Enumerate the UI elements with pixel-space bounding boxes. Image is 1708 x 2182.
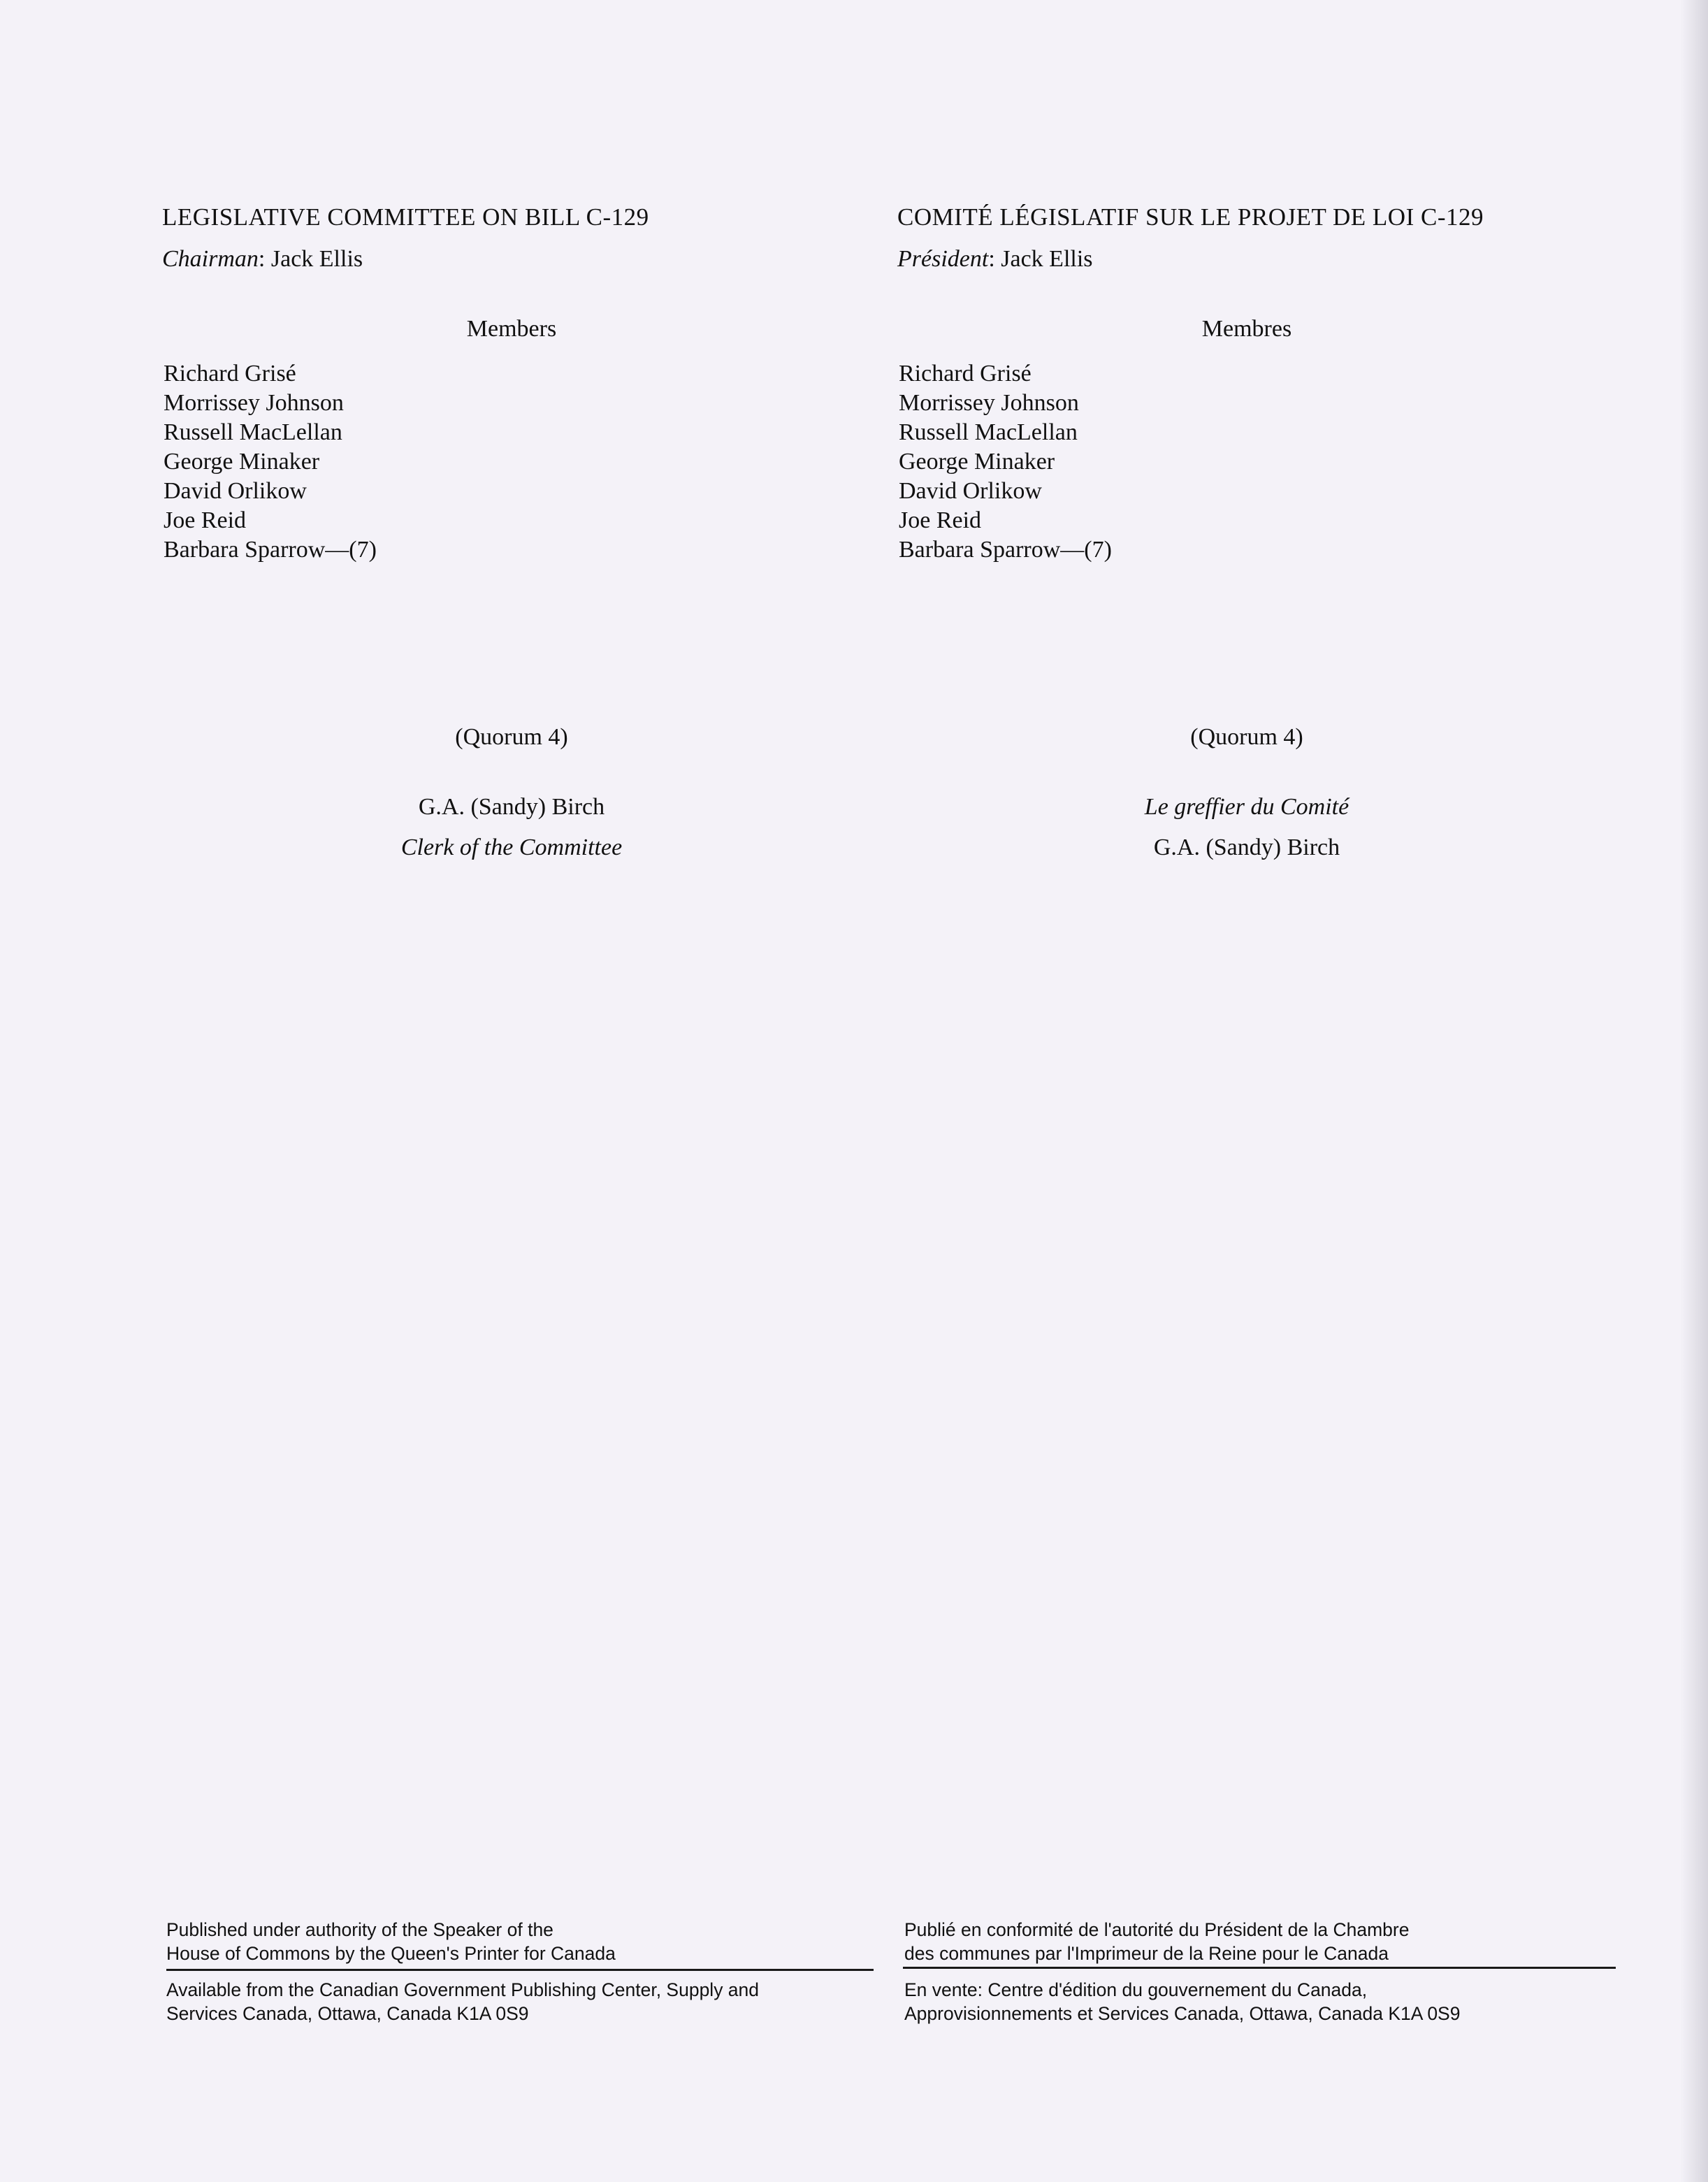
clerk-title-english: Clerk of the Committee — [400, 834, 623, 860]
clerk-block-french — [897, 717, 1596, 868]
members-heading-french: Membres — [1201, 316, 1292, 342]
members-list-english — [164, 359, 889, 565]
publication-line: des communes par l'Imprimeur de la Reine pour le Canada — [904, 1943, 1389, 1964]
availability-notice-french — [904, 1978, 1603, 2025]
quorum-english: (Quorum 4) — [455, 724, 568, 750]
availability-line: Services Canada, Ottawa, Canada K1A 0S9 — [166, 2003, 529, 2024]
member-item: David Orlikow — [899, 478, 1042, 504]
availability-line: Approvisionnements et Services Canada, Ottawa, Canada K1A 0S9 — [904, 2003, 1461, 2024]
committee-title-english: LEGISLATIVE COMMITTEE ON BILL C-129 — [162, 203, 649, 231]
clerk-title-french: Le greffier du Comité — [1144, 794, 1349, 820]
president-line — [897, 245, 1624, 274]
chairman-name: : Jack Ellis — [258, 246, 363, 272]
page-edge-shadow — [1680, 0, 1708, 2182]
quorum-french: (Quorum 4) — [1190, 724, 1303, 750]
member-item: Joe Reid — [899, 507, 982, 533]
clerk-name-english: G.A. (Sandy) Birch — [418, 794, 605, 820]
member-item: Russell MacLellan — [899, 419, 1078, 445]
member-item: Barbara Sparrow—(7) — [899, 537, 1112, 563]
member-item: Richard Grisé — [899, 361, 1032, 386]
chairman-label: Chairman — [162, 246, 259, 272]
members-list-french — [899, 359, 1624, 565]
clerk-name-french: G.A. (Sandy) Birch — [1153, 834, 1340, 860]
members-heading-english: Members — [466, 316, 557, 342]
publication-line: Publié en conformité de l'autorité du Président de la Chambre — [904, 1919, 1410, 1940]
publication-notice-french — [904, 1918, 1603, 1965]
member-item: Richard Grisé — [164, 361, 296, 386]
president-label: Président — [897, 246, 989, 272]
publication-line: House of Commons by the Queen's Printer for Canada — [166, 1943, 616, 1964]
publication-line: Published under authority of the Speaker of the — [166, 1919, 553, 1940]
footer-divider-french — [903, 1967, 1616, 1969]
member-item: Russell MacLellan — [164, 419, 342, 445]
publication-notice-english — [166, 1918, 865, 1965]
committee-title-french: COMITÉ LÉGISLATIF SUR LE PROJET DE LOI C-129 — [897, 203, 1484, 231]
president-name: : Jack Ellis — [988, 246, 1093, 272]
french-column — [897, 203, 1624, 860]
availability-line: En vente: Centre d'édition du gouvernement du Canada, — [904, 1979, 1368, 2000]
member-item: Joe Reid — [164, 507, 247, 533]
chairman-line — [162, 245, 889, 274]
availability-notice-english — [166, 1978, 865, 2025]
member-item: David Orlikow — [164, 478, 307, 504]
footer-divider-english — [166, 1969, 874, 1971]
member-item: George Minaker — [164, 449, 320, 475]
english-column — [162, 203, 889, 860]
member-item: Morrissey Johnson — [164, 390, 344, 416]
member-item: Morrissey Johnson — [899, 390, 1079, 416]
member-item: George Minaker — [899, 449, 1055, 475]
clerk-block-english — [162, 717, 861, 868]
availability-line: Available from the Canadian Government Publishing Center, Supply and — [166, 1979, 760, 2000]
member-item: Barbara Sparrow—(7) — [164, 537, 377, 563]
